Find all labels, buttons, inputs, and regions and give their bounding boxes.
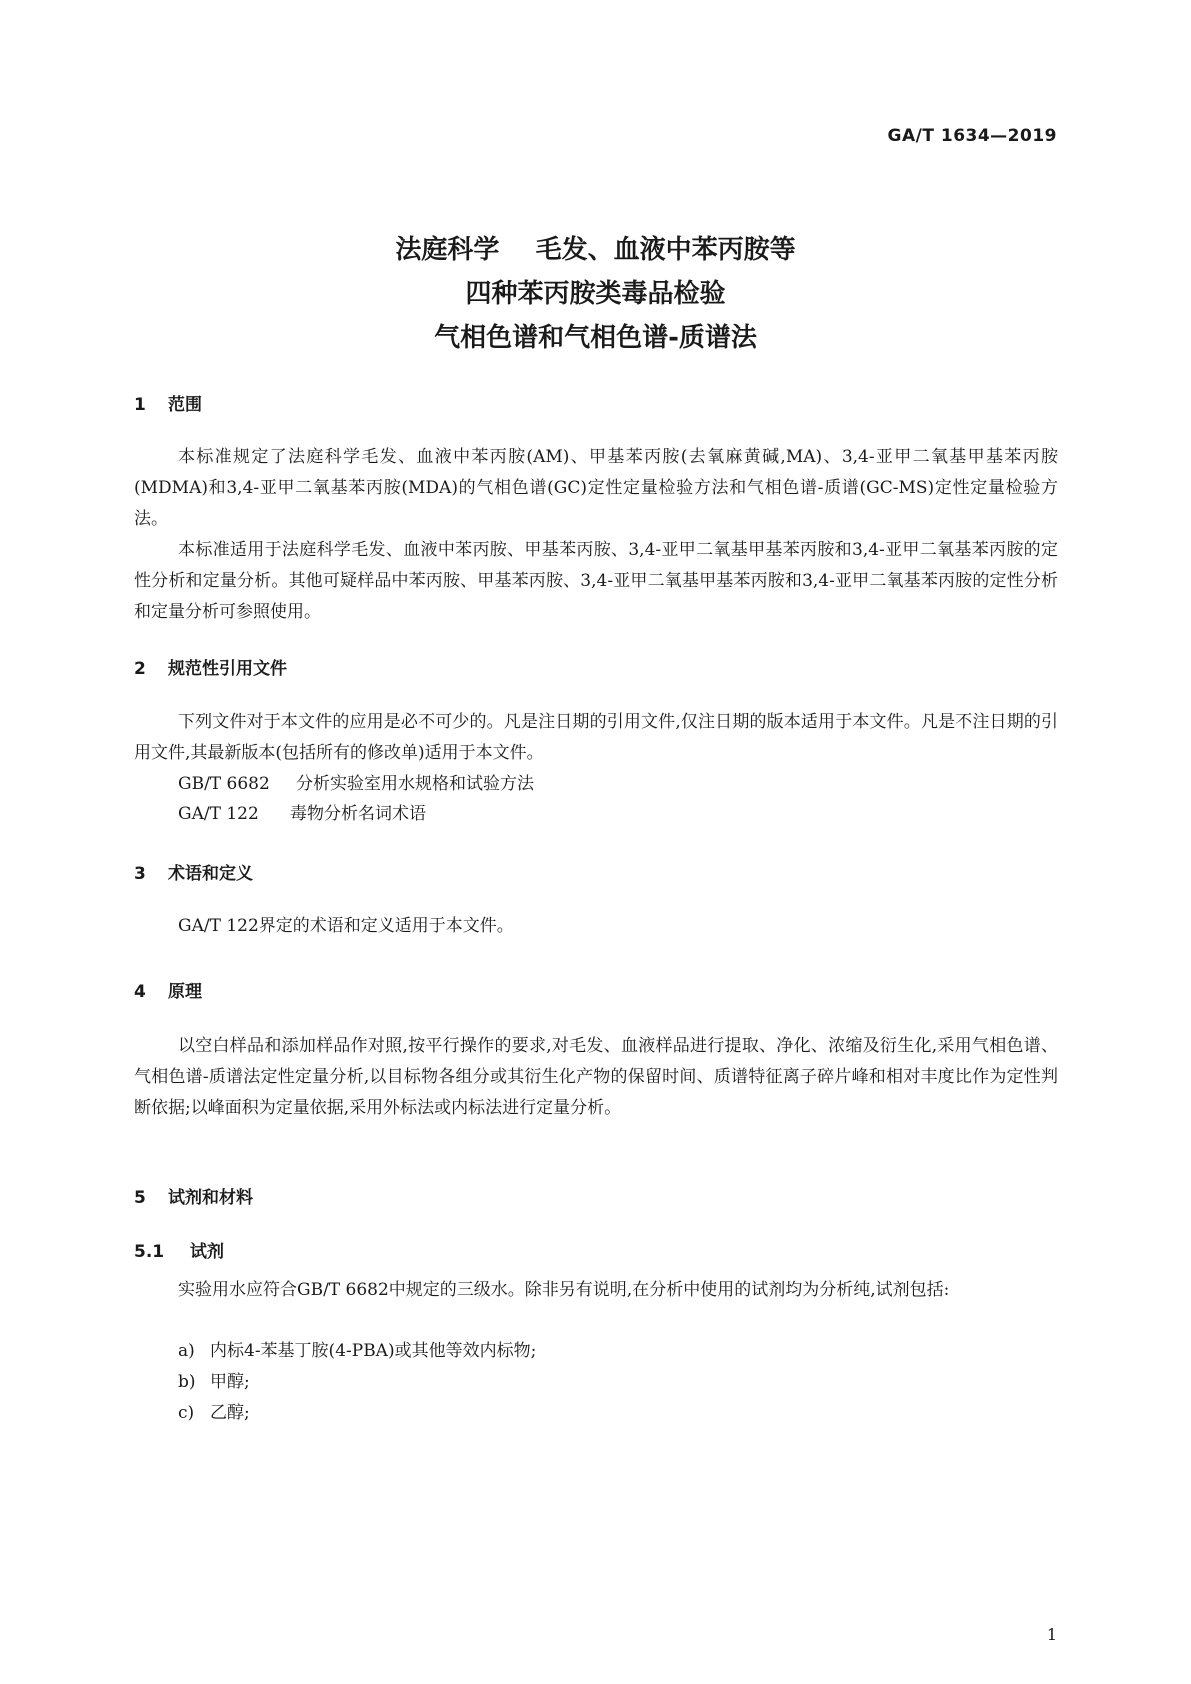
reference-title: 分析实验室用水规格和试验方法 (296, 774, 534, 794)
section-4-heading (134, 977, 202, 1002)
reference-title: 毒物分析名词术语 (290, 804, 426, 824)
list-text: 甲醇; (210, 1372, 250, 1392)
section-1-heading (134, 390, 202, 415)
section-5-heading (134, 1183, 253, 1208)
section-number: 5 (134, 1188, 146, 1208)
subsection-title: 试剂 (190, 1242, 224, 1262)
section-1-paragraph-1: 本标准规定了法庭科学毛发、血液中苯丙胺(AM)、甲基苯丙胺(去氧麻黄碱,MA)、3,4-亚甲二氧基甲基苯丙胺(MDMA)和3,4-亚甲二氧基苯丙胺(MDA)的气相色谱(GC)定性定量检验方法和气相色谱-质谱(GC-MS)定性定量检验方法。 (134, 447, 1058, 529)
section-number: 4 (134, 982, 146, 1002)
section-2-paragraph-1: 下列文件对于本文件的应用是必不可少的。凡是注日期的引用文件,仅注日期的版本适用于本文件。凡是不注日期的引用文件,其最新版本(包括所有的修改单)适用于本文件。 (134, 712, 1058, 763)
document-title (0, 228, 1191, 360)
list-marker: b) (178, 1372, 196, 1392)
section-title: 原理 (168, 982, 202, 1002)
title-line-1: 法庭科学 毛发、血液中苯丙胺等 (395, 235, 796, 265)
list-item (178, 1398, 250, 1429)
title-line-3: 气相色谱和气相色谱-质谱法 (434, 323, 757, 353)
reference-item (178, 769, 534, 800)
subsection-5-1-heading (134, 1237, 224, 1262)
section-number: 1 (134, 395, 146, 415)
section-1-paragraph-2: 本标准适用于法庭科学毛发、血液中苯丙胺、甲基苯丙胺、3,4-亚甲二氧基甲基苯丙胺和3,4-亚甲二氧基苯丙胺的定性分析和定量分析。其他可疑样品中苯丙胺、甲基苯丙胺、3,4-亚甲二氧基甲基苯丙胺和3,4-亚甲二氧基苯丙胺的定性分析和定量分析可参照使用。 (134, 540, 1058, 622)
list-marker: a) (178, 1341, 195, 1361)
reference-code: GB/T 6682 (178, 774, 270, 794)
title-line-2: 四种苯丙胺类毒品检验 (465, 279, 726, 309)
page-number: 1 (1046, 1625, 1057, 1644)
subsection-5-1-paragraph-1: 实验用水应符合GB/T 6682中规定的三级水。除非另有说明,在分析中使用的试剂均为分析纯,试剂包括: (178, 1280, 950, 1300)
section-4-paragraph-1: 以空白样品和添加样品作对照,按平行操作的要求,对毛发、血液样品进行提取、净化、浓缩及衍生化,采用气相色谱、气相色谱-质谱法定性定量分析,以目标物各组分或其衍生化产物的保留时间、质谱特征离子碎片峰和相对丰度比作为定性判断依据;以峰面积为定量依据,采用外标法或内标法进行定量分析。 (134, 1036, 1058, 1118)
list-marker: c) (178, 1403, 195, 1423)
reference-code: GA/T 122 (178, 804, 259, 824)
list-text: 内标4-苯基丁胺(4-PBA)或其他等效内标物; (210, 1341, 537, 1361)
list-text: 乙醇; (210, 1403, 250, 1423)
list-item (178, 1336, 536, 1367)
section-number: 2 (134, 659, 146, 679)
list-item (178, 1367, 250, 1398)
subsection-number: 5.1 (134, 1242, 165, 1262)
section-2-heading (134, 654, 287, 679)
section-3-paragraph-1: GA/T 122界定的术语和定义适用于本文件。 (178, 916, 514, 936)
section-title: 术语和定义 (168, 864, 253, 884)
document-id: GA/T 1634—2019 (887, 126, 1057, 146)
section-title: 范围 (168, 395, 202, 415)
section-title: 规范性引用文件 (168, 659, 287, 679)
section-number: 3 (134, 864, 146, 884)
section-3-heading (134, 859, 253, 884)
section-title: 试剂和材料 (168, 1188, 253, 1208)
reference-item (178, 799, 426, 830)
